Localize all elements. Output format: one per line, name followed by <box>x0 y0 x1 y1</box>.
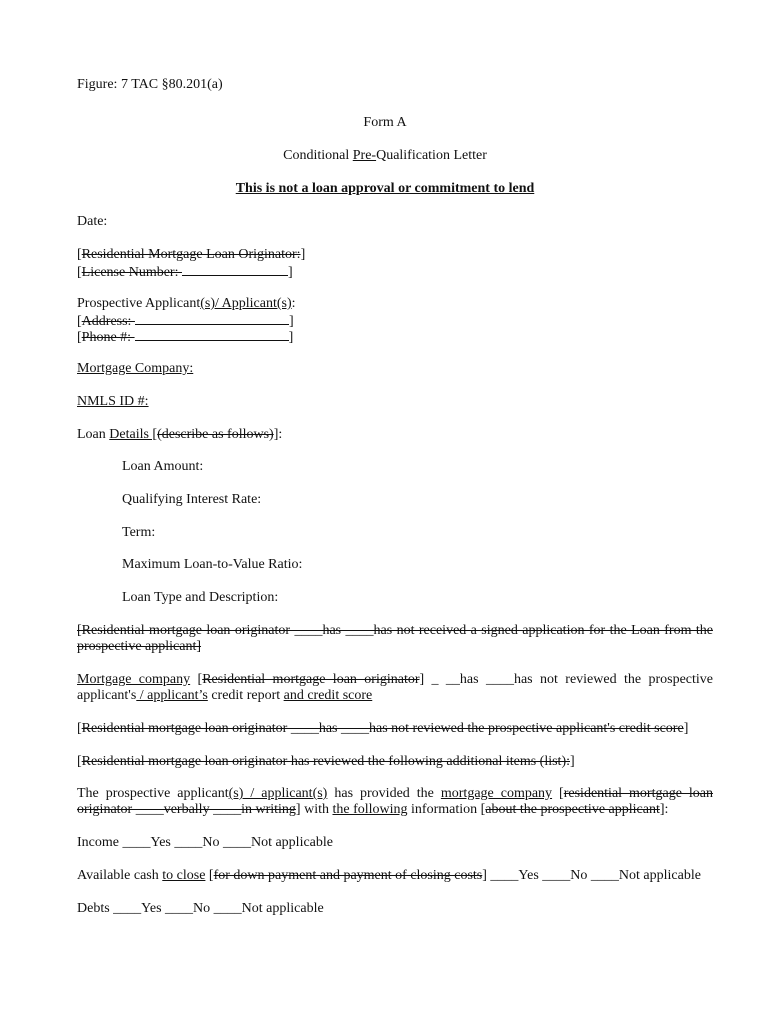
credit-report-statement-line1: Mortgage company [Residential mortgage loan originator] _ __has ____has not reviewed the prospective <box>77 672 713 687</box>
information-provided-statement-line2: originator ____verbally ____in writing] with the following information [about the prospective applicant]: <box>77 802 669 817</box>
applicant-address-line: [Address: ] <box>77 314 294 329</box>
signed-application-statement-line1: [Residential mortgage loan originator ____has ____has not received a signed application for the Loan from the <box>77 623 713 638</box>
debts-line: Debts ____Yes ____No ____Not applicable <box>77 901 324 916</box>
phone-blank <box>135 328 289 341</box>
available-cash-line: Available cash to close [for down payment and payment of closing costs] ____Yes ____No ____Not applicable <box>77 868 701 883</box>
credit-report-statement-line2: applicant's / applicant’s credit report and credit score <box>77 688 373 703</box>
figure-reference: Figure: 7 TAC §80.201(a) <box>77 77 223 92</box>
loan-amount-label: Loan Amount: <box>122 459 204 474</box>
interest-rate-label: Qualifying Interest Rate: <box>122 492 262 507</box>
originator-name-line: [Residential Mortgage Loan Originator:] <box>77 247 306 262</box>
nmls-id-label: NMLS ID #: <box>77 394 149 409</box>
disclaimer-notice: This is not a loan approval or commitment to lend <box>235 181 535 196</box>
applicant-label: Prospective Applicant(s)/ Applicant(s): <box>77 296 296 311</box>
license-blank <box>182 263 288 276</box>
loan-type-label: Loan Type and Description: <box>122 590 279 605</box>
mortgage-company-label: Mortgage Company: <box>77 361 194 376</box>
loan-details-label: Loan Details [(describe as follows)]: <box>77 427 283 442</box>
signed-application-statement-line2: prospective applicant] <box>77 639 202 654</box>
ltv-ratio-label: Maximum Loan-to-Value Ratio: <box>122 557 303 572</box>
credit-score-statement: [Residential mortgage loan originator ____has ____has not reviewed the prospective applicant's credit score] <box>77 721 689 736</box>
letter-title: Conditional Pre-Qualification Letter <box>283 148 487 163</box>
form-title: Form A <box>363 115 407 130</box>
additional-items-statement: [Residential mortgage loan originator has reviewed the following additional items (list):] <box>77 754 575 769</box>
originator-license-line: [License Number: ] <box>77 265 293 280</box>
applicant-phone-line: [Phone #: ] <box>77 330 294 345</box>
address-blank <box>135 312 289 325</box>
information-provided-statement-line1: The prospective applicant(s) / applicant(s) has provided the mortgage company [residential mortgage loan <box>77 786 714 801</box>
date-label: Date: <box>77 214 108 229</box>
income-line: Income ____Yes ____No ____Not applicable <box>77 835 333 850</box>
term-label: Term: <box>122 525 156 540</box>
